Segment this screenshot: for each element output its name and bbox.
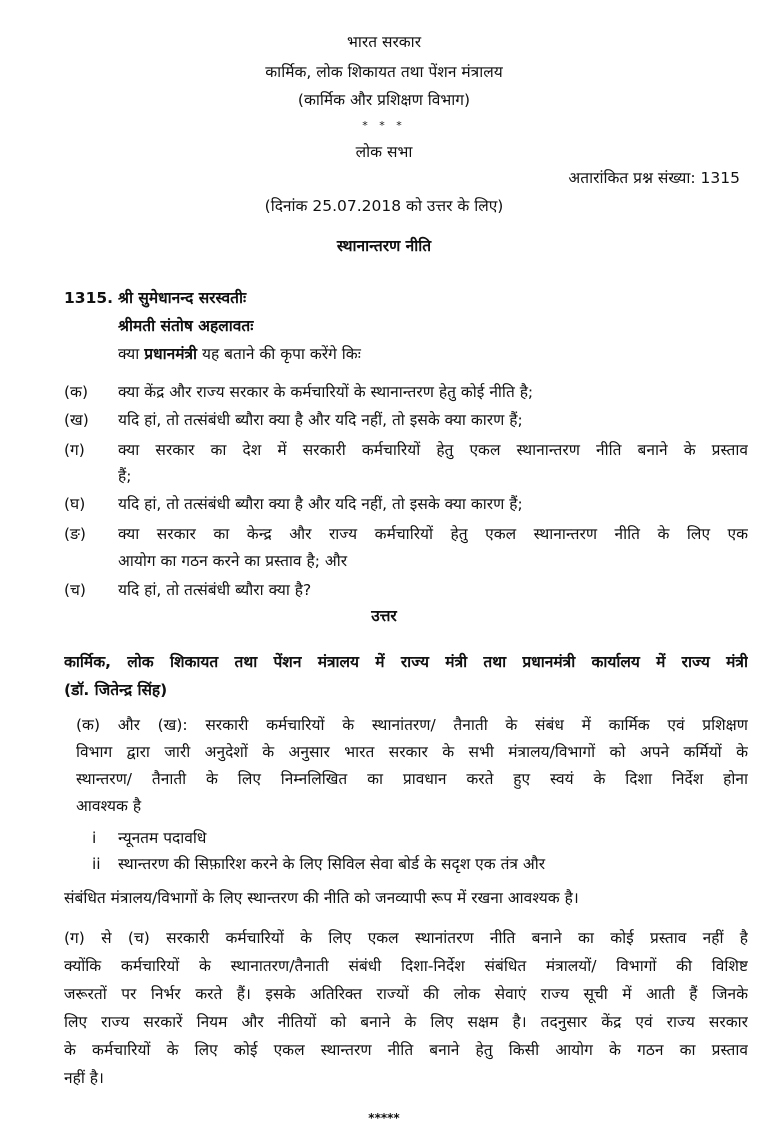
minister-name: (डॉ. जितेन्द्र सिंह) [64,681,168,699]
header-separator: * * * [362,119,406,132]
answer-para1-line: (क) और (ख): सरकारी कर्मचारियों के स्थानांतरण/ तैनाती के संबंध में कार्मिक एवं प्रशिक्षण [76,716,748,734]
sub-item: स्थान्तरण की सिफ़ारिश करने के लिए सिविल सेवा बोर्ड के सदृश एक तंत्र और [118,855,546,873]
answer-para3-line: जरूरतों पर निर्भर करते हैं। इसके अतिरिक्त राज्यों की लोक सेवाएं राज्य सूची में आती हैं जिनके [64,985,748,1003]
member-name-2: श्रीमती संतोष अहलावतः [118,317,254,335]
end-mark: ***** [368,1111,400,1125]
subject-title: स्थानान्तरण नीति [336,237,432,255]
answer-para3-line: क्योंकि कर्मचारियों के स्थानातरण/तैनाती संबंधी दिशा-निर्देश संबंधित मंत्रालयों/ विभागों की विशिष्ट [64,957,748,975]
question-number: अतारांकित प्रश्न संख्या: 1315 [568,169,740,187]
question-item: यदि हां, तो तत्संबंधी ब्यौरा क्या है और यदि नहीं, तो इसके क्या कारण हैं; [118,411,523,429]
member-name-1: श्री सुमेधानन्द सरस्वतीः [118,289,247,307]
house-name: लोक सभा [355,143,413,161]
question-item: यदि हां, तो तत्संबंधी ब्यौरा क्या है? [118,581,312,599]
sub-item-marker: i [92,829,97,847]
answer-para1-line: आवश्यक है [76,797,142,815]
department-title: (कार्मिक और प्रशिक्षण विभाग) [297,91,471,109]
item-marker: (क) [64,383,88,401]
intro-prefix: क्या [118,345,140,363]
answer-heading: उत्तर [371,607,397,625]
question-item-cont: आयोग का गठन करने का प्रस्ताव है; और [118,552,348,570]
question-intro [118,342,361,366]
question-item: क्या सरकार का केन्द्र और राज्य कर्मचारियों हेतु एकल स्थानान्तरण नीति के लिए एक [118,525,748,543]
answer-para3-line: के कर्मचारियों के लिए कोई एकल स्थान्तरण नीति बनाने हेतु किसी आयोग के गठन का प्रस्ताव [64,1041,748,1059]
item-marker: (घ) [64,495,86,513]
item-marker: (ख) [64,411,89,429]
intro-suffix: यह बताने की कृपा करेंगे किः [202,345,361,363]
answer-para1-line: स्थान्तरण/ तैनाती के लिए निम्नलिखित का प्रावधान करते हुए स्वयं के दिशा निर्देश होना [76,770,748,788]
ministry-title: कार्मिक, लोक शिकायत तथा पेंशन मंत्रालय [265,63,503,81]
question-number-label: 1315. [64,289,114,307]
answer-para2: संबंधित मंत्रालय/विभागों के लिए स्थान्तरण की नीति को जनव्यापी रूप में रखना आवश्यक है। [64,889,579,907]
question-item: यदि हां, तो तत्संबंधी ब्यौरा क्या है और यदि नहीं, तो इसके क्या कारण हैं; [118,495,523,513]
item-marker: (ग) [64,441,85,459]
answer-para3-line: लिए राज्य सरकारें नियम और नीतियों को बनाने के लिए सक्षम है। तदनुसार केंद्र एवं राज्य सरकार [64,1013,748,1031]
answer-para1-line: विभाग द्वारा जारी अनुदेशों के अनुसार भारत सरकार के सभी मंत्रालय/विभागों को अपने कर्मियों के [76,743,748,761]
intro-minister: प्रधानमंत्री [144,345,198,363]
item-marker: (च) [64,581,86,599]
sub-item: न्यूनतम पदावधि [118,829,207,847]
item-marker: (ङ) [64,525,86,543]
question-item: क्या केंद्र और राज्य सरकार के कर्मचारियों के स्थानान्तरण हेतु कोई नीति है; [118,383,534,401]
sub-item-marker: ii [92,855,101,873]
question-item-cont: हैं; [118,467,132,485]
answer-date: (दिनांक 25.07.2018 को उत्तर के लिए) [264,197,504,215]
answer-para3-line: नहीं है। [64,1069,104,1087]
govt-title: भारत सरकार [346,33,422,51]
answer-para3-line: (ग) से (च) सरकारी कर्मचारियों के लिए एकल स्थानांतरण नीति बनाने का कोई प्रस्ताव नहीं है [64,929,748,947]
question-item: क्या सरकार का देश में सरकारी कर्मचारियों हेतु एकल स्थानान्तरण नीति बनाने के प्रस्ताव [118,441,748,459]
minister-designation: कार्मिक, लोक शिकायत तथा पेंशन मंत्रालय में राज्य मंत्री तथा प्रधानमंत्री कार्यालय में राज्य मंत्री [64,653,748,671]
